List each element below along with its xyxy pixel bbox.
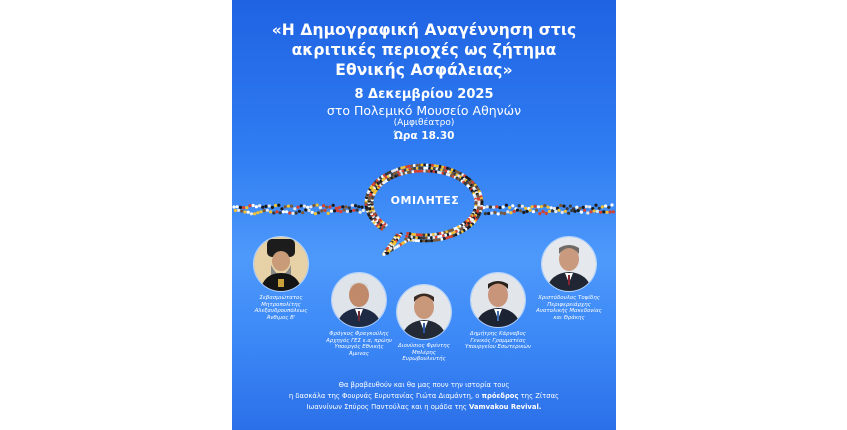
crowd-person-dot bbox=[586, 211, 589, 214]
crowd-person-dot bbox=[426, 164, 429, 167]
man-portrait-icon bbox=[542, 237, 596, 291]
crowd-person-dot bbox=[245, 206, 248, 209]
crowd-person-dot bbox=[242, 206, 245, 209]
crowd-person-dot bbox=[344, 205, 347, 208]
footer-line-1: Θα βραβευθούν και θα μας πουν την ιστορία τους bbox=[338, 381, 510, 389]
crowd-person-dot bbox=[362, 209, 365, 212]
crowd-person-dot bbox=[277, 204, 280, 207]
crowd-person-dot bbox=[492, 206, 495, 209]
crowd-person-dot bbox=[336, 209, 339, 212]
crowd-person-dot bbox=[253, 212, 256, 215]
crowd-person-dot bbox=[493, 211, 496, 214]
crowd-person-dot bbox=[351, 204, 354, 207]
crowd-person-dot bbox=[440, 238, 443, 241]
crowd-person-dot bbox=[566, 207, 569, 210]
crowd-person-dot bbox=[497, 212, 500, 215]
crowd-person-dot bbox=[578, 207, 581, 210]
crowd-person-dot bbox=[288, 211, 291, 214]
crowd-person-dot bbox=[481, 200, 484, 203]
speaker-4-avatar bbox=[470, 272, 526, 328]
speaker-5-line: Περιφερειάρχης bbox=[547, 301, 591, 308]
crowd-person-dot bbox=[502, 205, 505, 208]
crowd-person-dot bbox=[248, 204, 251, 207]
crowd-person-dot bbox=[435, 239, 438, 242]
crowd-person-dot bbox=[548, 210, 551, 213]
crowd-person-dot bbox=[352, 209, 355, 212]
crowd-person-dot bbox=[258, 204, 261, 207]
crowd-person-dot bbox=[322, 204, 325, 207]
speaker-1-line: Σεβασμιώτατος bbox=[259, 295, 303, 301]
crowd-person-dot bbox=[269, 210, 272, 213]
crowd-person-dot bbox=[598, 207, 601, 210]
crowd-person-dot bbox=[284, 205, 287, 208]
crowd-person-dot bbox=[559, 204, 562, 207]
footer-line-2-bold: πρόεδρος bbox=[481, 392, 519, 400]
crowd-person-dot bbox=[443, 237, 446, 240]
crowd-person-dot bbox=[346, 210, 349, 213]
crowd-person-dot bbox=[319, 206, 322, 209]
speaker-5-line: Ανατολικής Μακεδονίας bbox=[536, 308, 602, 315]
crowd-person-dot bbox=[280, 207, 283, 210]
crowd-person-dot bbox=[303, 205, 306, 208]
crowd-person-dot bbox=[505, 204, 508, 207]
crowd-person-dot bbox=[418, 164, 421, 167]
crowd-person-dot bbox=[295, 211, 298, 214]
crowd-person-dot bbox=[252, 204, 255, 207]
crowd-person-dot bbox=[279, 211, 282, 214]
crowd-person-dot bbox=[400, 166, 403, 169]
crowd-person-dot bbox=[412, 239, 415, 242]
crowd-person-dot bbox=[599, 211, 602, 214]
crowd-person-dot bbox=[348, 206, 351, 209]
crowd-person-dot bbox=[357, 205, 360, 208]
crowd-person-dot bbox=[535, 209, 538, 212]
crowd-person-dot bbox=[306, 206, 309, 209]
speaker-2-avatar bbox=[331, 272, 387, 328]
crowd-person-dot bbox=[415, 164, 418, 167]
crowd-person-dot bbox=[583, 209, 586, 212]
speaker-1-avatar bbox=[253, 236, 309, 292]
speaker-3-avatar bbox=[396, 284, 452, 340]
speaker-2-line: Φράγκος Φραγκούλης bbox=[329, 331, 389, 337]
crowd-person-dot bbox=[573, 210, 576, 213]
crowd-person-dot bbox=[311, 211, 314, 214]
footer-line-3-bold: Vamvakou Revival. bbox=[469, 403, 542, 411]
crowd-person-dot bbox=[436, 165, 439, 168]
crowd-person-dot bbox=[232, 205, 235, 208]
speaker-5-line: και Θράκης bbox=[553, 314, 585, 321]
footer-line-2-text: της Ζίτσας bbox=[518, 392, 560, 400]
speaker-5 bbox=[526, 236, 612, 321]
speaker-1-line: Μητροπολίτης bbox=[261, 301, 301, 308]
title-line-2: ακριτικές περιοχές ως ζήτημα bbox=[291, 41, 557, 59]
crowd-person-dot bbox=[538, 212, 541, 215]
crowd-person-dot bbox=[425, 240, 428, 243]
crowd-person-dot bbox=[546, 206, 549, 209]
crowd-person-dot bbox=[532, 210, 535, 213]
event-venue: στο Πολεμικό Μουσείο Αθηνών bbox=[326, 103, 522, 118]
crowd-person-dot bbox=[341, 205, 344, 208]
crowd-person-dot bbox=[264, 205, 267, 208]
crowd-person-dot bbox=[354, 204, 357, 207]
crowd-person-dot bbox=[247, 211, 250, 214]
crowd-person-dot bbox=[333, 209, 336, 212]
awards-footer bbox=[240, 380, 608, 413]
speaker-2-line: Άμυνας bbox=[349, 350, 369, 357]
crowd-person-dot bbox=[259, 210, 262, 213]
crowd-person-dot bbox=[405, 235, 408, 238]
crowd-person-dot bbox=[569, 205, 572, 208]
crowd-person-dot bbox=[575, 206, 578, 209]
crowd-person-dot bbox=[287, 205, 290, 208]
crowd-person-dot bbox=[413, 164, 416, 167]
crowd-person-dot bbox=[314, 212, 317, 215]
crowd-person-dot bbox=[489, 205, 492, 208]
crowd-person-dot bbox=[421, 164, 424, 167]
crowd-person-dot bbox=[503, 212, 506, 215]
footer-line-2 bbox=[240, 391, 608, 402]
speaker-4-line: Υπουργείου Εσωτερικών bbox=[465, 344, 531, 351]
crowd-person-dot bbox=[423, 164, 426, 167]
crowd-person-dot bbox=[304, 208, 307, 211]
event-poster bbox=[232, 0, 616, 430]
crowd-person-dot bbox=[553, 207, 556, 210]
crowd-person-dot bbox=[554, 210, 557, 213]
speaker-3-line: Ευρωβουλευτής bbox=[402, 356, 446, 363]
crowd-person-dot bbox=[320, 209, 323, 212]
crowd-person-dot bbox=[519, 209, 522, 212]
crowd-person-dot bbox=[561, 211, 564, 214]
speaker-3-line: Διονύσιος Φρέντης bbox=[398, 343, 450, 349]
crowd-person-dot bbox=[339, 210, 342, 213]
crowd-person-dot bbox=[268, 204, 271, 207]
crowd-person-dot bbox=[422, 240, 425, 243]
crowd-person-dot bbox=[271, 206, 274, 209]
man-portrait-icon bbox=[397, 285, 451, 339]
priest-portrait-icon bbox=[254, 237, 308, 291]
crowd-person-dot bbox=[237, 209, 240, 212]
crowd-person-dot bbox=[588, 205, 591, 208]
crowd-person-dot bbox=[266, 209, 269, 212]
crowd-person-dot bbox=[594, 204, 597, 207]
crowd-person-dot bbox=[296, 206, 299, 209]
crowd-person-dot bbox=[261, 206, 264, 209]
speakers-section-title: ΟΜΙΛΗΤΕΣ bbox=[390, 194, 460, 207]
crowd-person-dot bbox=[564, 210, 567, 213]
footer-line-2-text: η δασκάλα της Φουρνάς Ευρυτανίας Γιώτα Διαμάντη, ο bbox=[288, 392, 482, 400]
crowd-person-dot bbox=[250, 212, 253, 215]
crowd-person-dot bbox=[349, 210, 352, 213]
crowd-person-dot bbox=[557, 209, 560, 212]
crowd-person-dot bbox=[309, 205, 312, 208]
crowd-person-dot bbox=[332, 204, 335, 207]
crowd-person-dot bbox=[609, 210, 612, 213]
crowd-person-dot bbox=[406, 232, 409, 235]
speaker-4-caption bbox=[458, 331, 538, 351]
speaker-5-caption bbox=[526, 295, 612, 321]
crowd-person-dot bbox=[338, 206, 341, 209]
title-line-3: Εθνικής Ασφάλειας» bbox=[335, 61, 513, 79]
crowd-person-dot bbox=[240, 210, 243, 213]
crowd-person-dot bbox=[601, 205, 604, 208]
crowd-person-dot bbox=[541, 210, 544, 213]
crowd-person-dot bbox=[529, 209, 532, 212]
crowd-person-dot bbox=[330, 210, 333, 213]
crowd-person-dot bbox=[234, 209, 237, 212]
crowd-person-dot bbox=[585, 205, 588, 208]
crowd-person-dot bbox=[327, 212, 330, 215]
speaker-3 bbox=[384, 284, 464, 363]
crowd-person-dot bbox=[543, 204, 546, 207]
crowd-person-dot bbox=[325, 206, 328, 209]
crowd-person-dot bbox=[498, 206, 501, 209]
crowd-person-dot bbox=[263, 209, 266, 212]
crowd-person-dot bbox=[282, 210, 285, 213]
crowd-person-dot bbox=[428, 164, 431, 167]
crowd-person-dot bbox=[343, 208, 346, 211]
crowd-person-dot bbox=[486, 205, 489, 208]
crowd-person-dot bbox=[524, 207, 527, 210]
event-date: 8 Δεκεμβρίου 2025 bbox=[354, 87, 494, 102]
crowd-person-dot bbox=[291, 212, 294, 215]
crowd-person-dot bbox=[274, 204, 277, 207]
crowd-person-dot bbox=[506, 210, 509, 213]
crowd-person-dot bbox=[521, 205, 524, 208]
crowd-person-dot bbox=[518, 204, 521, 207]
crowd-person-dot bbox=[285, 210, 288, 213]
crowd-person-dot bbox=[243, 210, 246, 213]
crowd-person-dot bbox=[540, 205, 543, 208]
crowd-person-dot bbox=[428, 239, 431, 242]
title-line-1: «Η Δημογραφική Αναγέννηση στις bbox=[271, 21, 577, 39]
crowd-person-dot bbox=[522, 211, 525, 214]
crowd-person-dot bbox=[383, 253, 386, 256]
crowd-person-dot bbox=[323, 209, 326, 212]
crowd-person-dot bbox=[612, 210, 615, 213]
man-portrait-icon bbox=[471, 273, 525, 327]
poster-title bbox=[250, 20, 598, 80]
crowd-person-dot bbox=[236, 205, 239, 208]
crowd-person-dot bbox=[604, 204, 607, 207]
crowd-person-dot bbox=[596, 210, 599, 213]
crowd-person-dot bbox=[316, 204, 319, 207]
man-portrait-icon bbox=[332, 273, 386, 327]
crowd-person-dot bbox=[438, 238, 441, 241]
speaker-3-caption bbox=[384, 343, 464, 363]
crowd-person-dot bbox=[605, 211, 608, 214]
crowd-person-dot bbox=[511, 204, 514, 207]
crowd-person-dot bbox=[509, 211, 512, 214]
crowd-person-dot bbox=[307, 209, 310, 212]
crowd-person-dot bbox=[290, 205, 293, 208]
crowd-person-dot bbox=[298, 210, 301, 213]
crowd-person-dot bbox=[239, 206, 242, 209]
crowd-person-dot bbox=[487, 212, 490, 215]
footer-line-3-text: Ιωαννίνων Σπύρος Παντούλας και η ομάδα της bbox=[306, 403, 470, 411]
speaker-1-caption bbox=[242, 295, 320, 321]
crowd-person-dot bbox=[293, 207, 296, 210]
crowd-person-dot bbox=[434, 164, 437, 167]
crowd-person-dot bbox=[431, 164, 434, 167]
crowd-person-dot bbox=[408, 165, 411, 168]
crowd-person-dot bbox=[405, 165, 408, 168]
crowd-person-dot bbox=[545, 212, 548, 215]
crowd-person-dot bbox=[602, 210, 605, 213]
crowd-person-dot bbox=[272, 211, 275, 214]
crowd-person-dot bbox=[537, 205, 540, 208]
crowd-person-dot bbox=[593, 209, 596, 212]
speaker-1-line: Αλεξανδρουπόλεως bbox=[254, 308, 308, 315]
footer-line-3 bbox=[240, 402, 608, 413]
crowd-person-dot bbox=[420, 240, 423, 243]
crowd-person-dot bbox=[582, 206, 585, 209]
crowd-person-dot bbox=[301, 211, 304, 214]
crowd-person-dot bbox=[610, 203, 613, 206]
crowd-person-dot bbox=[500, 211, 503, 214]
crowd-person-dot bbox=[410, 164, 413, 167]
crowd-person-dot bbox=[607, 206, 610, 209]
speaker-1 bbox=[242, 236, 320, 321]
crowd-person-dot bbox=[328, 205, 331, 208]
crowd-person-dot bbox=[562, 205, 565, 208]
crowd-person-dot bbox=[359, 211, 362, 214]
crowd-person-dot bbox=[495, 205, 498, 208]
crowd-person-dot bbox=[530, 205, 533, 208]
crowd-person-dot bbox=[478, 201, 481, 204]
crowd-person-dot bbox=[430, 239, 433, 242]
event-details bbox=[242, 87, 606, 143]
crowd-person-dot bbox=[386, 252, 389, 255]
speaker-1-line: Άνθιμος Β' bbox=[266, 314, 296, 321]
crowd-person-dot bbox=[550, 206, 553, 209]
crowd-person-dot bbox=[275, 210, 278, 213]
speaker-4-line: Δημήτρης Κάρναβος bbox=[470, 331, 526, 337]
crowd-person-dot bbox=[490, 212, 493, 215]
crowd-person-dot bbox=[300, 204, 303, 207]
crowd-person-dot bbox=[256, 211, 259, 214]
crowd-person-dot bbox=[567, 212, 570, 215]
crowd-person-dot bbox=[525, 210, 528, 213]
speaker-2-line: Υπουργός Εθνικής bbox=[334, 344, 384, 351]
crowd-person-dot bbox=[508, 206, 511, 209]
crowd-person-dot bbox=[516, 209, 519, 212]
speaker-4-line: Γενικός Γραμματέας bbox=[470, 337, 526, 344]
crowd-person-dot bbox=[355, 209, 358, 212]
crowd-person-dot bbox=[255, 205, 258, 208]
speaker-5-avatar bbox=[541, 236, 597, 292]
speaker-5-line: Χριστόδουλος Τοψίδης bbox=[538, 295, 600, 301]
crowd-person-dot bbox=[484, 212, 487, 215]
crowd-person-dot bbox=[439, 165, 442, 168]
crowd-person-dot bbox=[312, 204, 315, 207]
event-hall: (Αμφιθέατρο) bbox=[393, 118, 455, 128]
crowd-person-dot bbox=[589, 210, 592, 213]
event-time: Ώρα 18.30 bbox=[393, 130, 455, 142]
crowd-person-dot bbox=[415, 239, 418, 242]
crowd-person-dot bbox=[360, 206, 363, 209]
crowd-person-dot bbox=[534, 205, 537, 208]
crowd-person-dot bbox=[580, 211, 583, 214]
speaker-2-line: Αρχηγός ΓΕΣ ε.α, πρώην bbox=[326, 337, 392, 344]
speaker-3-line: Μπλέρης bbox=[411, 349, 436, 356]
crowd-person-dot bbox=[317, 211, 320, 214]
